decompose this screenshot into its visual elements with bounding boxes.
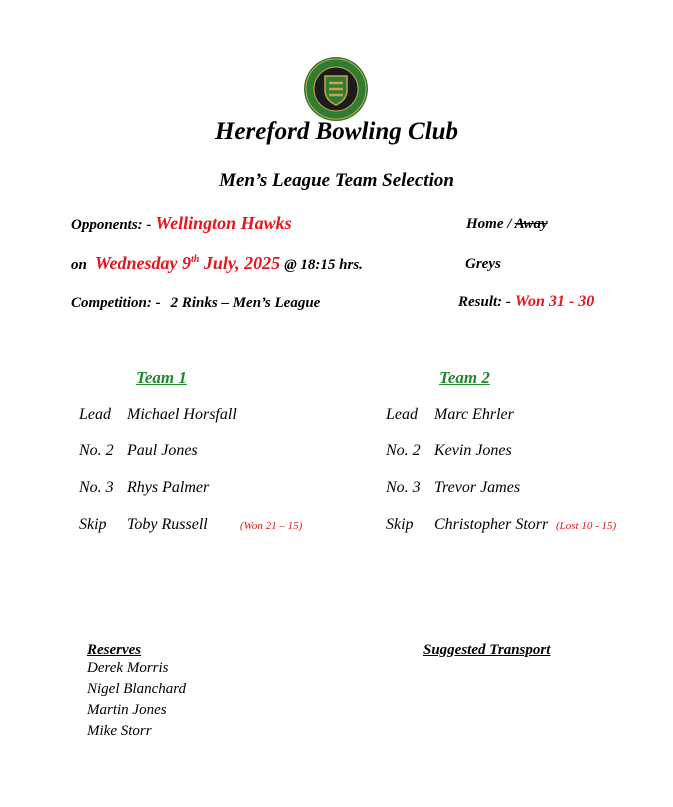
result-label: Result: - [458,294,511,310]
team-1-player: Toby Russell [127,516,208,533]
team-2-position: Lead [386,406,418,423]
reserve-name: Derek Morris [87,660,169,676]
reserves-heading: Reserves [87,642,142,658]
away-label: Away [514,216,548,232]
competition-label: Competition: - [71,295,161,311]
team-2-player: Trevor James [434,479,521,496]
team-1-position: No. 2 [79,442,114,459]
result-row [458,293,594,311]
reserve-name: Mike Storr [87,723,152,739]
reserve-name: Martin Jones [87,702,167,718]
team-2-position: No. 2 [386,442,421,459]
competition-value: 2 Rinks – Men’s League [170,295,321,311]
team-2-rink-result: (Lost 10 - 15) [556,520,617,532]
team-1-player: Rhys Palmer [127,479,210,496]
team-2-position: Skip [386,516,414,533]
team-1-position: Lead [79,406,111,423]
match-time: @ 18:15 hrs. [284,257,363,273]
team-1-player: Paul Jones [127,442,198,459]
team-1-position: No. 3 [79,479,114,496]
opponents-row [71,213,292,234]
team-1-rink-result: (Won 21 – 15) [240,520,303,532]
team-2-heading: Team 2 [439,368,490,387]
opponents-label: Opponents: - [71,217,152,233]
team-1-heading: Team 1 [136,368,187,387]
club-crest-icon [303,56,369,122]
home-away [466,216,548,233]
team-1-position: Skip [79,516,107,533]
venue: Greys [465,256,501,272]
team-2-player: Kevin Jones [434,442,512,459]
reserve-name: Nigel Blanchard [87,681,187,697]
transport-heading: Suggested Transport [423,642,551,658]
home-label: Home / [466,216,512,232]
club-name: Hereford Bowling Club [214,118,459,145]
result-value: Won 31 - 30 [514,293,595,310]
team-2-position: No. 3 [386,479,421,496]
team-1-player: Michael Horsfall [127,406,237,423]
team-2-player: Christopher Storr [434,516,549,533]
opponents-value: Wellington Hawks [155,213,292,233]
competition-row [71,294,320,312]
date-day: Wednesday 9th July, 2025 [94,253,281,273]
date-prefix: on [71,257,87,273]
page-title: Men’s League Team Selection [219,170,454,191]
date-suffix: th [191,254,200,265]
team-2-player: Marc Ehrler [434,406,514,423]
date-row [71,253,363,274]
